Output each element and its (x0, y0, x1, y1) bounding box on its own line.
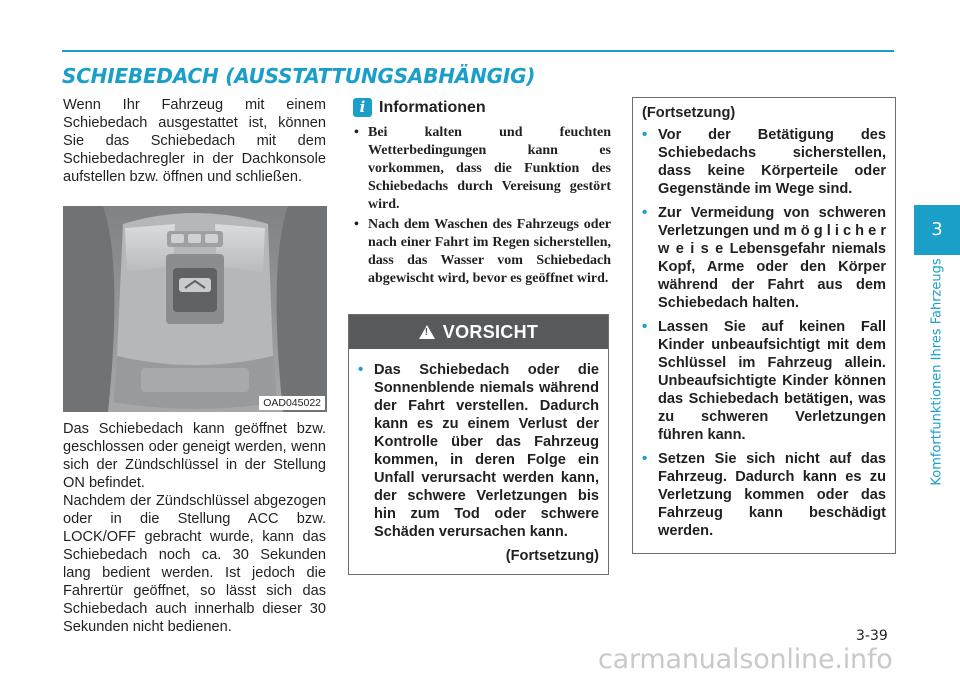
caution-item-text: Das Schiebedach oder die Sonnenblende niemals während der Fahrt verstellen. Dadurch kann es zu einem Verlust der Kontrolle über das Fahrzeug kommen, in deren Folge ein Unfall verursacht werden kann, der schwere Verletzungen bis hin zum Tod oder schwere Schäden verursachen kann. (374, 362, 599, 540)
bullet-icon: • (354, 217, 359, 232)
image-reference-code: OAD045022 (259, 396, 325, 410)
information-item-text: Bei kalten und feuchten Wetterbedingungen kann es vorkommen, dass die Funktion des Schiebedachs durch Vereisung gestört wird. (368, 125, 611, 212)
information-header (353, 98, 613, 120)
acc-paragraph: Nachdem der Zündschlüssel abgezogen oder in die Stellung ACC bzw. LOCK/OFF gebracht wurde, kann das Schiebedach noch ca. 30 Sekunden lang bedient werden. Ist jedoch die Fahrertür geöffnet, so lässt sich das Schiebedach auch innerhalb dieser 30 Sekunden nicht bedienen. (63, 493, 326, 635)
bullet-icon: • (642, 450, 648, 467)
watermark-text: carmanualsonline.info (598, 644, 893, 675)
information-title: Informationen (379, 99, 486, 116)
continuation-item-text: Zur Vermeidung von schweren Verletzungen und m ö g l i c h e r w e i s e Lebensgefahr niemals Kopf, Arme oder den Körper während der Fahrt aus dem Schiebedach halten. (658, 205, 886, 311)
continuation-item-text: Setzen Sie sich nicht auf das Fahrzeug. Dadurch kann es zu Verletzung kommen oder das Fahrzeug kann beschädigt werden. (658, 451, 886, 539)
chapter-title: Komfortfunktionen Ihres Fahrzeugs (929, 258, 945, 486)
header-rule (62, 50, 894, 52)
continuation-item-text: Vor der Betätigung des Schiebedachs sicherstellen, dass keine Körperteile oder Gegenstände im Wege sind. (658, 127, 886, 197)
section-title: SCHIEBEDACH (AUSSTATTUNGSABHÄNGIG) (62, 64, 536, 88)
info-icon: i (353, 98, 372, 117)
information-item (353, 216, 611, 288)
ignition-paragraph: Das Schiebedach kann geöffnet bzw. geschlossen oder geneigt werden, wenn sich der Zündschlüssel in der Stellung ON befindet. (63, 421, 326, 491)
continued-note: (Fortsetzung) (505, 548, 599, 564)
continuation-item (642, 318, 886, 444)
warning-triangle-icon: ! (419, 325, 435, 339)
bullet-icon: • (642, 204, 648, 221)
overhead-console-illustration (63, 206, 327, 412)
continuation-item (642, 126, 886, 198)
continuation-header: (Fortsetzung) (642, 105, 736, 121)
bullet-icon: • (642, 318, 648, 335)
caution-continuation-box (632, 97, 896, 554)
information-item (353, 124, 611, 214)
caution-title: VORSICHT (442, 321, 539, 342)
information-list (353, 124, 611, 290)
bullet-icon: • (358, 361, 364, 378)
continuation-item (642, 450, 886, 540)
caution-list (358, 361, 599, 541)
intro-paragraph: Wenn Ihr Fahrzeug mit einem Schiebedach ausgestattet ist, können Sie das Schiebedach mit dem Schiebedachregler in der Dachkonsole aufstellen bzw. öffnen und schließen. (63, 97, 326, 185)
chapter-tab: 3 (914, 205, 960, 255)
caution-box (348, 314, 609, 575)
continuation-item (642, 204, 886, 312)
continuation-item-text: Lassen Sie auf keinen Fall Kinder unbeaufsichtigt mit dem Schlüssel im Fahrzeug allein. Unbeaufsichtigte Kinder können das Schiebedach betätigen, was zu schweren Verletzungen führen kann. (658, 319, 886, 443)
bullet-icon: • (354, 125, 359, 140)
caution-header (349, 315, 608, 349)
bullet-icon: • (642, 126, 648, 143)
caution-item (358, 361, 599, 541)
sunroof-control-photo (63, 206, 327, 412)
continuation-list (642, 126, 886, 540)
information-item-text: Nach dem Waschen des Fahrzeugs oder nach einer Fahrt im Regen sicherstellen, dass das Wasser vom Schiebedach abgewischt wird, bevor es geöffnet wird. (368, 217, 611, 286)
page-number: 3-39 (856, 628, 888, 644)
